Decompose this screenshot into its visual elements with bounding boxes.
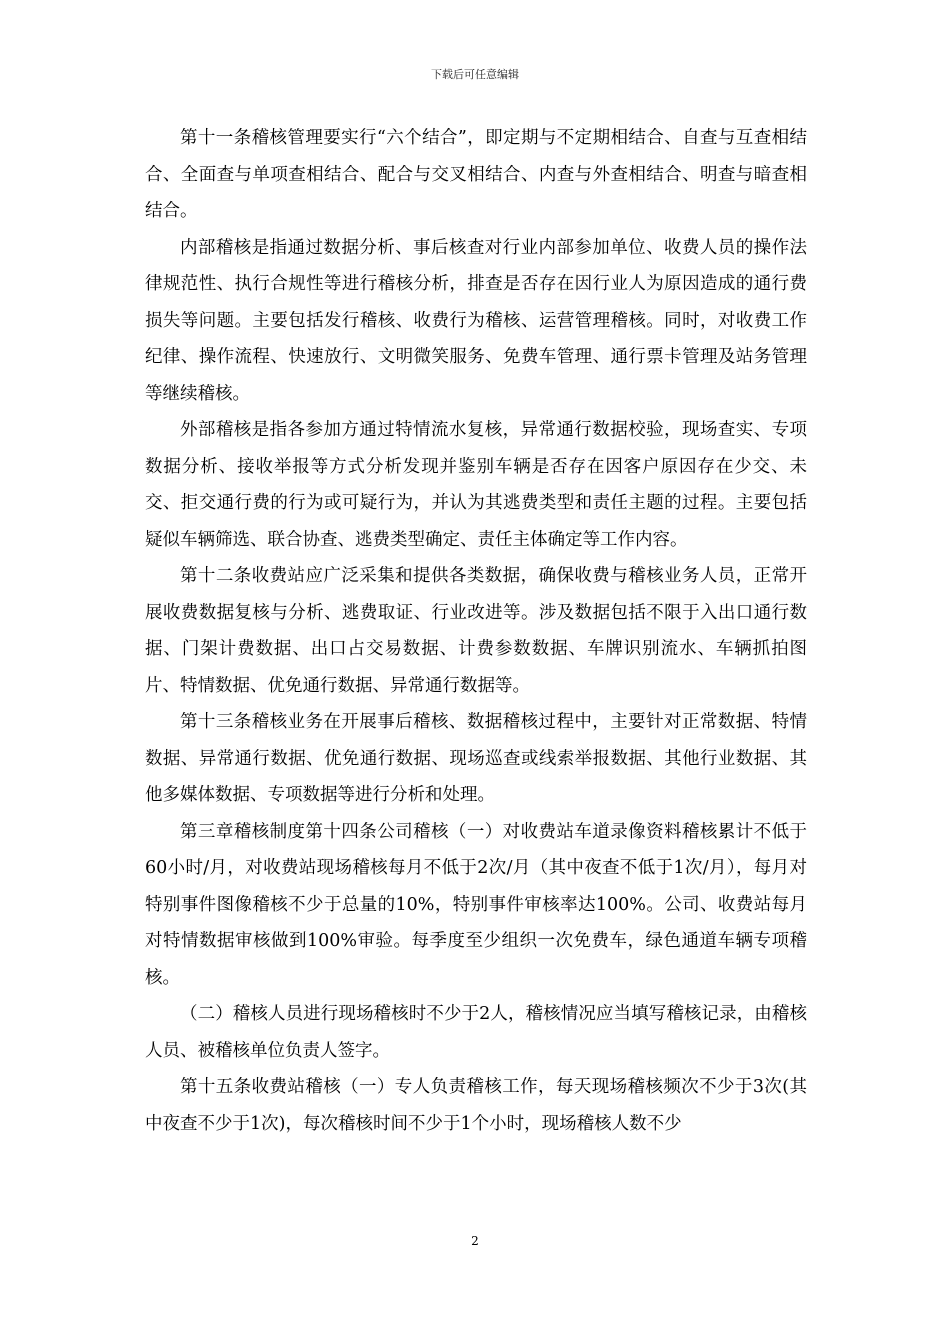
paragraph-external-audit: 外部稽核是指各参加方通过特情流水复核，异常通行数据校验，现场查实、专项数据分析、接收举报等方式分析发现并鉴别车辆是否存在因客户原因存在少交、未交、拒交通行费的行为或可疑行为，并认为其逃费类型和责任主题的过程。主要包括疑似车辆筛选、联合协查、逃费类型确定、责任主体确定等工作内容。 (145, 420, 807, 550)
paragraph-chapter-3-article-14: 第三章稽核制度第十四条公司稽核（一）对收费站车道录像资料稽核累计不低于60小时/月，对收费站现场稽核每月不低于2次/月（其中夜查不低于1次/月），每月对特别事件图像稽核不少于总量的10%，特别事件审核率达100%。公司、收费站每月对特情数据审核做到100%审验。每季度至少组织一次免费车，绿色通道车辆专项稽核。 (145, 821, 807, 988)
paragraph-internal-audit: 内部稽核是指通过数据分析、事后核查对行业内部参加单位、收费人员的操作法律规范性、执行合规性等进行稽核分析，排查是否存在因行业人为原因造成的通行费损失等问题。主要包括发行稽核、收费行为稽核、运营管理稽核。同时，对收费工作纪律、操作流程、快速放行、文明微笑服务、免费车管理、通行票卡管理及站务管理等继续稽核。 (145, 237, 807, 404)
page-number: 2 (471, 1234, 479, 1248)
page-header: 下载后可任意编辑 (431, 68, 519, 81)
paragraph-article-13: 第十三条稽核业务在开展事后稽核、数据稽核过程中，主要针对正常数据、特情数据、异常通行数据、优免通行数据、现场巡查或线索举报数据、其他行业数据、其他多媒体数据、专项数据等进行分析和处理。 (145, 712, 807, 805)
paragraph-article-14-item-2: （二）稽核人员进行现场稽核时不少于2人，稽核情况应当填写稽核记录，由稽核人员、被稽核单位负责人签字。 (145, 1004, 807, 1061)
document-body (145, 120, 807, 1142)
paragraph-article-12: 第十二条收费站应广泛采集和提供各类数据，确保收费与稽核业务人员，正常开展收费数据复核与分析、逃费取证、行业改进等。涉及数据包括不限于入出口通行数据、门架计费数据、出口占交易数据、计费参数数据、车牌识别流水、车辆抓拍图片、特情数据、优免通行数据、异常通行数据等。 (145, 566, 807, 696)
paragraph-article-11: 第十一条稽核管理要实行“六个结合”，即定期与不定期相结合、自查与互查相结合、全面查与单项查相结合、配合与交叉相结合、内查与外查相结合、明查与暗查相结合。 (145, 128, 807, 221)
paragraph-article-15: 第十五条收费站稽核（一）专人负责稽核工作，每天现场稽核频次不少于3次(其中夜查不少于1次)，每次稽核时间不少于1个小时，现场稽核人数不少 (145, 1077, 807, 1134)
